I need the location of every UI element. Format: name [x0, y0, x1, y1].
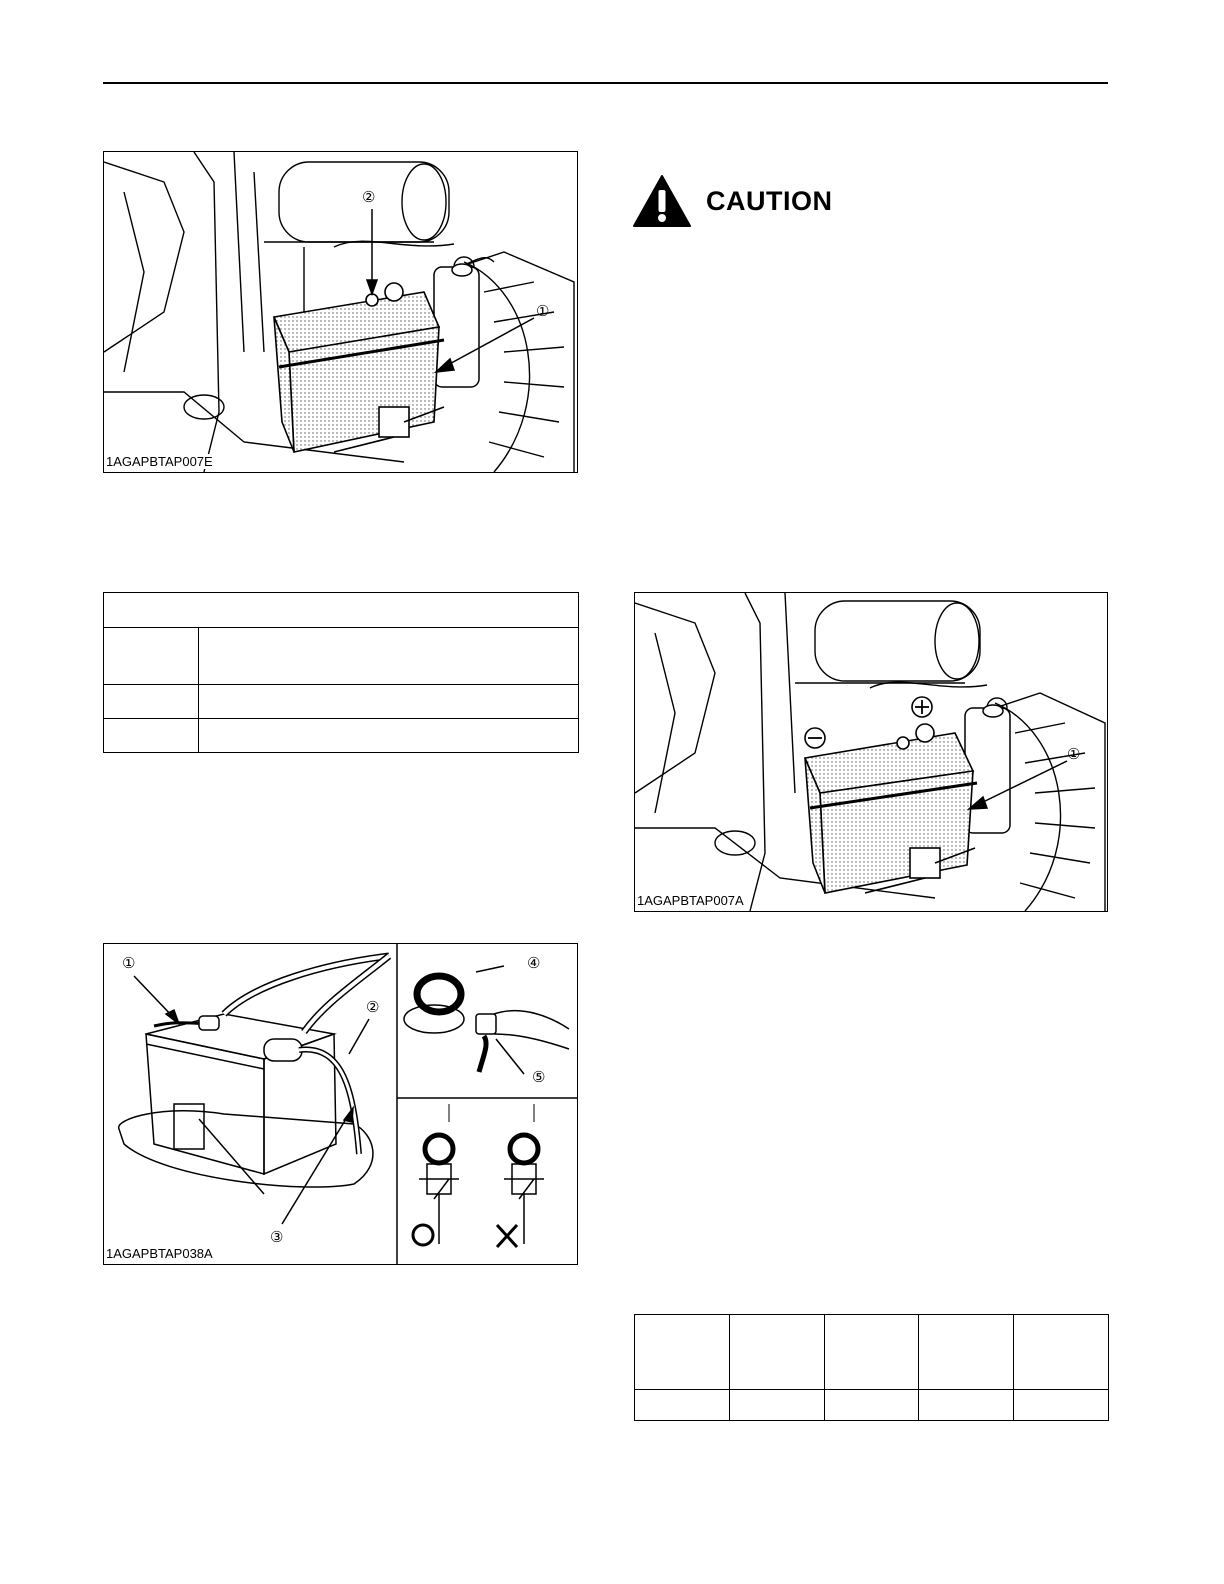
cable-connection-illustration — [104, 944, 577, 1264]
callout-1: ① — [122, 955, 136, 972]
callout-1: ① — [536, 303, 550, 320]
table-row — [104, 719, 579, 753]
caution-heading — [632, 172, 833, 230]
header-rule — [103, 82, 1108, 84]
callout-3: ③ — [270, 1229, 284, 1246]
table-cell — [729, 1315, 824, 1390]
figure-code: 1AGAPBTAP007E — [106, 454, 213, 469]
table-cell — [199, 719, 579, 753]
table-cell — [104, 593, 579, 628]
spec-table-1 — [103, 592, 579, 753]
table-cell — [104, 628, 199, 685]
callout-1: ① — [1067, 746, 1081, 763]
table-row — [635, 1315, 1109, 1390]
spec-table-2 — [634, 1314, 1109, 1421]
figure-code: 1AGAPBTAP038A — [106, 1246, 213, 1261]
table-row — [635, 1390, 1109, 1421]
table-cell — [1014, 1390, 1109, 1421]
table-cell — [1014, 1315, 1109, 1390]
figure-code: 1AGAPBTAP007A — [637, 893, 744, 908]
callout-2: ② — [366, 999, 380, 1016]
table-cell — [104, 685, 199, 719]
table-cell — [199, 685, 579, 719]
correct-mark-icon — [413, 1225, 433, 1245]
callout-4: ④ — [527, 955, 541, 972]
table-cell — [919, 1315, 1014, 1390]
table-row — [104, 685, 579, 719]
table-cell — [824, 1315, 919, 1390]
table-cell — [729, 1390, 824, 1421]
incorrect-mark-icon — [497, 1225, 517, 1247]
callout-2: ② — [362, 189, 376, 206]
callout-5: ⑤ — [532, 1069, 546, 1086]
table-cell — [635, 1390, 730, 1421]
battery-polarity-illustration — [635, 593, 1107, 911]
figure-battery-location — [103, 151, 578, 473]
figure-cable-connection — [103, 943, 578, 1265]
table-row — [104, 628, 579, 685]
table-cell — [199, 628, 579, 685]
table-cell — [919, 1390, 1014, 1421]
table-row — [104, 593, 579, 628]
table-cell — [635, 1315, 730, 1390]
table-cell — [104, 719, 199, 753]
warning-triangle-icon — [632, 174, 692, 228]
caution-label: CAUTION — [706, 185, 833, 216]
table-cell — [824, 1390, 919, 1421]
figure-battery-polarity — [634, 592, 1108, 912]
battery-location-illustration — [104, 152, 577, 472]
